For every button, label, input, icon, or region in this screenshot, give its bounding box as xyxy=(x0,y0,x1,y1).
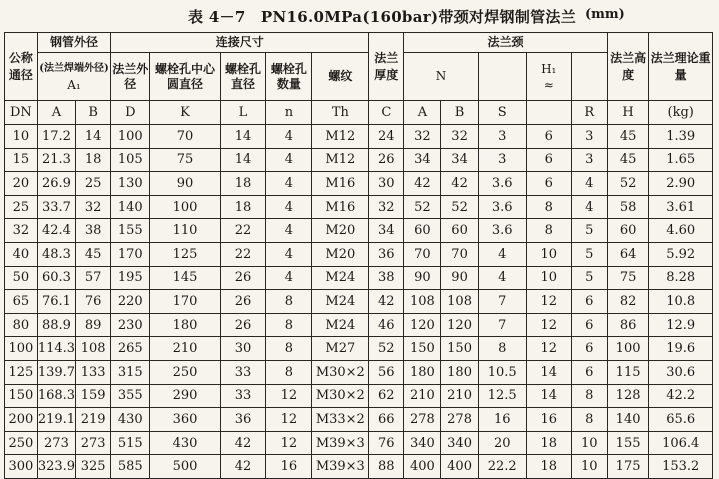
cell-h: 52 xyxy=(607,172,649,196)
cell-na: 278 xyxy=(404,408,441,432)
cell-h: 115 xyxy=(607,360,649,384)
cell-a: 17.2 xyxy=(37,125,75,149)
cell-s: 3.6 xyxy=(478,195,526,219)
cell-l: 26 xyxy=(220,266,266,290)
cell-b: 45 xyxy=(76,242,111,266)
cell-r: 6 xyxy=(571,337,607,361)
table-row xyxy=(5,337,713,361)
header-h1 xyxy=(526,53,571,101)
cell-na: 52 xyxy=(404,195,441,219)
cell-dn: 125 xyxy=(5,360,38,384)
cell-h1: 6 xyxy=(526,125,571,149)
cell-na: 210 xyxy=(404,384,441,408)
cell-dn: 20 xyxy=(5,172,38,196)
cell-nb: 210 xyxy=(441,384,478,408)
cell-h1: 8 xyxy=(526,219,571,243)
cell-na: 150 xyxy=(404,337,441,361)
cell-n: 16 xyxy=(266,455,312,479)
header-connection: 连接尺寸 xyxy=(111,33,369,53)
table-row xyxy=(5,455,713,479)
cell-h1: 10 xyxy=(526,242,571,266)
header-sym-na: A xyxy=(404,101,441,125)
cell-dn: 25 xyxy=(5,195,38,219)
flange-dimension-table xyxy=(4,32,713,479)
cell-r: 6 xyxy=(571,313,607,337)
cell-n: 4 xyxy=(266,172,312,196)
table-row xyxy=(5,290,713,314)
cell-na: 42 xyxy=(404,172,441,196)
cell-h1: 6 xyxy=(526,148,571,172)
table-row xyxy=(5,384,713,408)
cell-a: 168.3 xyxy=(37,384,75,408)
cell-l: 18 xyxy=(220,172,266,196)
cell-na: 34 xyxy=(404,148,441,172)
table-body xyxy=(5,125,713,479)
header-sym-b: B xyxy=(76,101,111,125)
cell-a: 323.9 xyxy=(37,455,75,479)
cell-r: 10 xyxy=(571,455,607,479)
cell-dn: 15 xyxy=(5,148,38,172)
cell-nb: 400 xyxy=(441,455,478,479)
header-bolt-count: 螺栓孔数量 xyxy=(266,53,312,101)
cell-l: 33 xyxy=(220,360,266,384)
cell-l: 14 xyxy=(220,125,266,149)
header-n: N xyxy=(404,53,478,101)
cell-s: 10.5 xyxy=(478,360,526,384)
cell-dn: 32 xyxy=(5,219,38,243)
cell-h: 175 xyxy=(607,455,649,479)
cell-c: 38 xyxy=(369,266,404,290)
cell-na: 400 xyxy=(404,455,441,479)
header-sym-dn: DN xyxy=(5,101,38,125)
cell-c: 56 xyxy=(369,360,404,384)
cell-a: 88.9 xyxy=(37,313,75,337)
cell-n: 4 xyxy=(266,219,312,243)
cell-kg: 4.60 xyxy=(649,219,713,243)
header-weight: 法兰理论重量 xyxy=(649,33,713,101)
cell-b: 108 xyxy=(76,337,111,361)
header-a1: A₁ xyxy=(67,77,81,92)
cell-nb: 150 xyxy=(441,337,478,361)
cell-na: 60 xyxy=(404,219,441,243)
cell-n: 4 xyxy=(266,125,312,149)
cell-h: 58 xyxy=(607,195,649,219)
cell-th: M39×3 xyxy=(312,455,369,479)
cell-d: 430 xyxy=(111,408,150,432)
cell-nb: 120 xyxy=(441,313,478,337)
cell-nb: 70 xyxy=(441,242,478,266)
cell-c: 34 xyxy=(369,219,404,243)
header-h1-label: H₁ xyxy=(541,61,557,76)
cell-c: 62 xyxy=(369,384,404,408)
table-row xyxy=(5,219,713,243)
cell-b: 219 xyxy=(76,408,111,432)
cell-nb: 278 xyxy=(441,408,478,432)
cell-d: 140 xyxy=(111,195,150,219)
cell-dn: 150 xyxy=(5,384,38,408)
cell-r: 8 xyxy=(571,408,607,432)
header-bolt-pcd: 螺栓孔中心圆直径 xyxy=(150,53,220,101)
cell-l: 14 xyxy=(220,148,266,172)
table-row xyxy=(5,431,713,455)
cell-k: 290 xyxy=(150,384,220,408)
cell-d: 130 xyxy=(111,172,150,196)
cell-na: 70 xyxy=(404,242,441,266)
cell-s: 16 xyxy=(478,408,526,432)
cell-n: 8 xyxy=(266,360,312,384)
cell-r: 4 xyxy=(571,172,607,196)
cell-nb: 42 xyxy=(441,172,478,196)
cell-r: 3 xyxy=(571,148,607,172)
cell-d: 170 xyxy=(111,242,150,266)
cell-b: 325 xyxy=(76,455,111,479)
cell-s: 7 xyxy=(478,313,526,337)
header-sym-a: A xyxy=(37,101,75,125)
header-sym-r: R xyxy=(571,101,607,125)
header-pipe-od-note: (法兰焊端外径) xyxy=(39,62,109,74)
cell-th: M24 xyxy=(312,313,369,337)
cell-dn: 200 xyxy=(5,408,38,432)
header-sym-s: S xyxy=(478,101,526,125)
cell-b: 18 xyxy=(76,148,111,172)
header-pipe-od: 钢管外径 xyxy=(37,33,110,53)
cell-r: 5 xyxy=(571,242,607,266)
cell-th: M39×3 xyxy=(312,431,369,455)
cell-kg: 30.6 xyxy=(649,360,713,384)
cell-d: 105 xyxy=(111,148,150,172)
cell-d: 195 xyxy=(111,266,150,290)
cell-th: M12 xyxy=(312,125,369,149)
cell-n: 4 xyxy=(266,148,312,172)
cell-d: 265 xyxy=(111,337,150,361)
cell-nb: 108 xyxy=(441,290,478,314)
cell-th: M30×2 xyxy=(312,384,369,408)
cell-kg: 3.61 xyxy=(649,195,713,219)
header-height: 法兰高度 xyxy=(607,33,649,101)
cell-a: 219.1 xyxy=(37,408,75,432)
cell-c: 26 xyxy=(369,148,404,172)
cell-dn: 10 xyxy=(5,125,38,149)
header-sym-c: C xyxy=(369,101,404,125)
header-flange-od: 法兰外径 xyxy=(111,53,150,101)
cell-k: 210 xyxy=(150,337,220,361)
cell-kg: 5.92 xyxy=(649,242,713,266)
cell-c: 30 xyxy=(369,172,404,196)
cell-a: 33.7 xyxy=(37,195,75,219)
cell-kg: 12.9 xyxy=(649,313,713,337)
cell-kg: 8.28 xyxy=(649,266,713,290)
cell-na: 108 xyxy=(404,290,441,314)
cell-kg: 1.65 xyxy=(649,148,713,172)
cell-s: 4 xyxy=(478,266,526,290)
cell-h1: 12 xyxy=(526,313,571,337)
cell-dn: 50 xyxy=(5,266,38,290)
header-r-blank xyxy=(571,53,607,101)
cell-h1: 12 xyxy=(526,290,571,314)
cell-h1: 14 xyxy=(526,384,571,408)
header-neck: 法兰颈 xyxy=(404,33,608,53)
cell-c: 42 xyxy=(369,290,404,314)
cell-th: M24 xyxy=(312,290,369,314)
cell-s: 4 xyxy=(478,242,526,266)
cell-b: 133 xyxy=(76,360,111,384)
cell-th: M30×2 xyxy=(312,360,369,384)
cell-a: 21.3 xyxy=(37,148,75,172)
cell-l: 36 xyxy=(220,408,266,432)
cell-kg: 2.90 xyxy=(649,172,713,196)
cell-na: 120 xyxy=(404,313,441,337)
cell-r: 3 xyxy=(571,125,607,149)
cell-dn: 300 xyxy=(5,455,38,479)
table-row xyxy=(5,408,713,432)
cell-l: 33 xyxy=(220,384,266,408)
cell-n: 4 xyxy=(266,195,312,219)
cell-kg: 10.8 xyxy=(649,290,713,314)
header-sym-d: D xyxy=(111,101,150,125)
cell-b: 32 xyxy=(76,195,111,219)
cell-h1: 8 xyxy=(526,195,571,219)
cell-l: 30 xyxy=(220,337,266,361)
cell-th: M20 xyxy=(312,242,369,266)
cell-l: 42 xyxy=(220,431,266,455)
cell-k: 90 xyxy=(150,172,220,196)
cell-th: M20 xyxy=(312,219,369,243)
cell-d: 315 xyxy=(111,360,150,384)
cell-d: 355 xyxy=(111,384,150,408)
cell-nb: 60 xyxy=(441,219,478,243)
cell-b: 25 xyxy=(76,172,111,196)
cell-k: 110 xyxy=(150,219,220,243)
cell-k: 75 xyxy=(150,148,220,172)
cell-s: 3.6 xyxy=(478,172,526,196)
cell-r: 10 xyxy=(571,431,607,455)
cell-n: 8 xyxy=(266,313,312,337)
cell-b: 38 xyxy=(76,219,111,243)
header-sym-kg: (kg) xyxy=(649,101,713,125)
cell-nb: 340 xyxy=(441,431,478,455)
cell-nb: 180 xyxy=(441,360,478,384)
cell-b: 159 xyxy=(76,384,111,408)
cell-th: M16 xyxy=(312,172,369,196)
cell-a: 273 xyxy=(37,431,75,455)
cell-d: 585 xyxy=(111,455,150,479)
cell-k: 250 xyxy=(150,360,220,384)
header-thread: 螺纹 xyxy=(312,53,369,101)
cell-c: 76 xyxy=(369,431,404,455)
cell-n: 8 xyxy=(266,290,312,314)
cell-kg: 1.39 xyxy=(649,125,713,149)
cell-th: M27 xyxy=(312,337,369,361)
header-sym-l: L xyxy=(220,101,266,125)
cell-kg: 153.2 xyxy=(649,455,713,479)
cell-nb: 32 xyxy=(441,125,478,149)
cell-a: 139.7 xyxy=(37,360,75,384)
cell-n: 12 xyxy=(266,384,312,408)
cell-h: 64 xyxy=(607,242,649,266)
cell-h: 100 xyxy=(607,337,649,361)
cell-na: 90 xyxy=(404,266,441,290)
table-row xyxy=(5,195,713,219)
cell-k: 125 xyxy=(150,242,220,266)
cell-nb: 90 xyxy=(441,266,478,290)
cell-d: 220 xyxy=(111,290,150,314)
cell-k: 180 xyxy=(150,313,220,337)
cell-h1: 10 xyxy=(526,266,571,290)
cell-b: 273 xyxy=(76,431,111,455)
table-header xyxy=(5,33,713,125)
cell-th: M24 xyxy=(312,266,369,290)
cell-nb: 52 xyxy=(441,195,478,219)
table-caption xyxy=(0,6,719,28)
cell-h: 45 xyxy=(607,125,649,149)
cell-h: 86 xyxy=(607,313,649,337)
cell-r: 5 xyxy=(571,219,607,243)
unit-label: (mm) xyxy=(585,7,625,22)
header-sym-n: n xyxy=(266,101,312,125)
cell-b: 57 xyxy=(76,266,111,290)
cell-l: 22 xyxy=(220,219,266,243)
cell-h: 45 xyxy=(607,148,649,172)
cell-l: 18 xyxy=(220,195,266,219)
cell-th: M12 xyxy=(312,148,369,172)
cell-k: 170 xyxy=(150,290,220,314)
cell-n: 12 xyxy=(266,408,312,432)
table-row xyxy=(5,172,713,196)
cell-s: 20 xyxy=(478,431,526,455)
cell-kg: 19.6 xyxy=(649,337,713,361)
cell-h: 140 xyxy=(607,408,649,432)
cell-nb: 34 xyxy=(441,148,478,172)
cell-na: 32 xyxy=(404,125,441,149)
cell-d: 515 xyxy=(111,431,150,455)
cell-k: 500 xyxy=(150,455,220,479)
cell-c: 24 xyxy=(369,125,404,149)
cell-a: 60.3 xyxy=(37,266,75,290)
cell-c: 66 xyxy=(369,408,404,432)
table-title: 表 4－7 PN16.0MPa(160bar)带颈对焊钢制管法兰 xyxy=(188,8,577,26)
cell-r: 6 xyxy=(571,290,607,314)
header-sym-nb: B xyxy=(441,101,478,125)
cell-c: 46 xyxy=(369,313,404,337)
table-row xyxy=(5,266,713,290)
cell-a: 26.9 xyxy=(37,172,75,196)
cell-a: 114.3 xyxy=(37,337,75,361)
header-nominal: 公称通径 xyxy=(5,33,38,101)
cell-b: 14 xyxy=(76,125,111,149)
table-row xyxy=(5,125,713,149)
table-row xyxy=(5,242,713,266)
cell-d: 100 xyxy=(111,125,150,149)
header-approx: ≈ xyxy=(543,77,554,92)
cell-c: 52 xyxy=(369,337,404,361)
cell-th: M16 xyxy=(312,195,369,219)
cell-kg: 42.2 xyxy=(649,384,713,408)
cell-s: 3.6 xyxy=(478,219,526,243)
cell-r: 6 xyxy=(571,360,607,384)
cell-dn: 100 xyxy=(5,337,38,361)
cell-na: 180 xyxy=(404,360,441,384)
cell-kg: 106.4 xyxy=(649,431,713,455)
header-pipe-od-sub xyxy=(37,53,110,101)
cell-l: 26 xyxy=(220,313,266,337)
cell-na: 340 xyxy=(404,431,441,455)
header-s-blank xyxy=(478,53,526,101)
cell-s: 22.2 xyxy=(478,455,526,479)
cell-k: 430 xyxy=(150,431,220,455)
cell-kg: 65.6 xyxy=(649,408,713,432)
header-thickness: 法兰厚度 xyxy=(369,33,404,101)
cell-h1: 18 xyxy=(526,431,571,455)
cell-a: 48.3 xyxy=(37,242,75,266)
cell-a: 76.1 xyxy=(37,290,75,314)
cell-n: 8 xyxy=(266,337,312,361)
header-sym-th: Th xyxy=(312,101,369,125)
cell-l: 22 xyxy=(220,242,266,266)
cell-s: 12.5 xyxy=(478,384,526,408)
cell-dn: 65 xyxy=(5,290,38,314)
cell-c: 36 xyxy=(369,242,404,266)
cell-c: 88 xyxy=(369,455,404,479)
cell-b: 76 xyxy=(76,290,111,314)
table-row xyxy=(5,313,713,337)
cell-a: 42.4 xyxy=(37,219,75,243)
cell-n: 4 xyxy=(266,266,312,290)
header-sym-h: H xyxy=(607,101,649,125)
cell-h1: 6 xyxy=(526,172,571,196)
header-sym-k: K xyxy=(150,101,220,125)
cell-h1: 14 xyxy=(526,360,571,384)
cell-k: 70 xyxy=(150,125,220,149)
cell-c: 32 xyxy=(369,195,404,219)
cell-k: 360 xyxy=(150,408,220,432)
cell-h: 60 xyxy=(607,219,649,243)
header-bolt-hole: 螺栓孔直径 xyxy=(220,53,266,101)
cell-d: 155 xyxy=(111,219,150,243)
cell-s: 7 xyxy=(478,290,526,314)
cell-r: 5 xyxy=(571,266,607,290)
header-sym-h1-blank xyxy=(526,101,571,125)
cell-r: 4 xyxy=(571,195,607,219)
cell-h1: 12 xyxy=(526,337,571,361)
cell-dn: 40 xyxy=(5,242,38,266)
cell-l: 26 xyxy=(220,290,266,314)
cell-h: 82 xyxy=(607,290,649,314)
cell-th: M33×2 xyxy=(312,408,369,432)
table-row xyxy=(5,148,713,172)
cell-h1: 16 xyxy=(526,408,571,432)
cell-dn: 250 xyxy=(5,431,38,455)
cell-s: 3 xyxy=(478,148,526,172)
cell-dn: 80 xyxy=(5,313,38,337)
cell-r: 8 xyxy=(571,384,607,408)
cell-n: 4 xyxy=(266,242,312,266)
table-row xyxy=(5,360,713,384)
cell-s: 8 xyxy=(478,337,526,361)
cell-k: 145 xyxy=(150,266,220,290)
cell-s: 3 xyxy=(478,125,526,149)
cell-k: 100 xyxy=(150,195,220,219)
cell-h1: 18 xyxy=(526,455,571,479)
cell-h: 128 xyxy=(607,384,649,408)
cell-d: 230 xyxy=(111,313,150,337)
cell-n: 12 xyxy=(266,431,312,455)
cell-h: 155 xyxy=(607,431,649,455)
cell-h: 75 xyxy=(607,266,649,290)
cell-l: 42 xyxy=(220,455,266,479)
cell-b: 89 xyxy=(76,313,111,337)
